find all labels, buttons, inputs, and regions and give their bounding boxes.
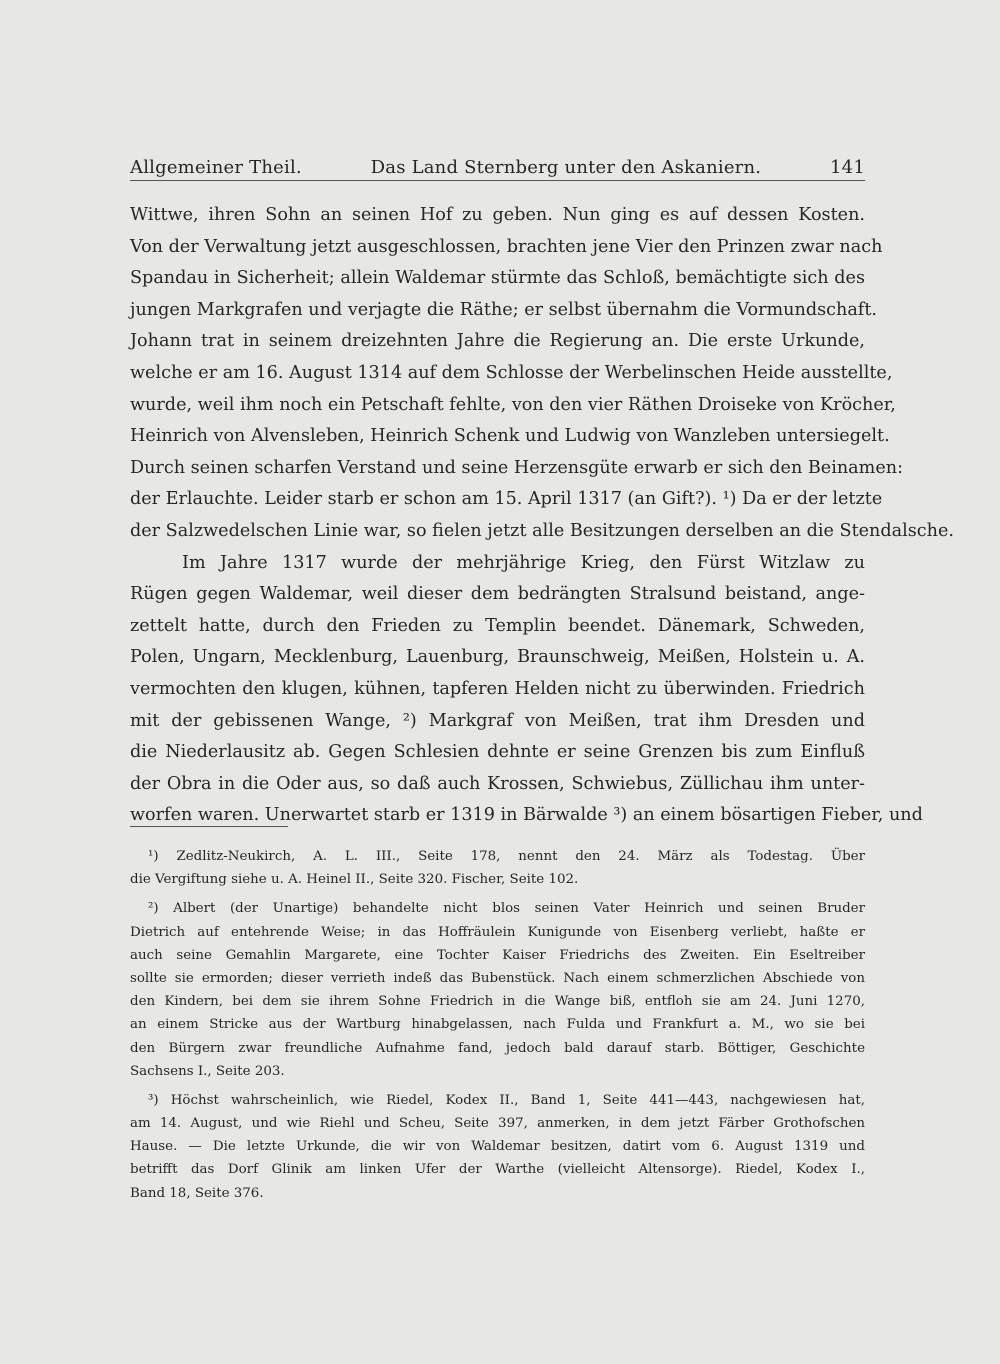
footnote-line: ³) Höchst wahrscheinlich, wie Riedel, Kodex II., Band 1, Seite 441—443, nachgewiesen hat, — [148, 1092, 865, 1108]
page-number: 141 — [830, 157, 865, 178]
body-line: wurde, weil ihm noch ein Petschaft fehlte, von den vier Räthen Droiseke von Kröcher, — [130, 394, 896, 415]
footnote-line: sollte sie ermorden; dieser verrieth indeß das Bubenstück. Nach einem schmerzlichen Abschiede von — [130, 970, 865, 986]
body-line: der Erlauchte. Leider starb er schon am 15. April 1317 (an Gift?). ¹) Da er der letzte — [130, 489, 883, 510]
footnote-3 — [130, 1089, 865, 1205]
body-line: worfen waren. Unerwartet starb er 1319 in Bärwalde ³) an einem bösartigen Fieber, und — [130, 805, 923, 826]
footnote-line: den Kindern, bei dem sie ihrem Sohne Friedrich in die Wange biß, entfloh sie am 24. Juni 1270, — [130, 994, 865, 1010]
footnote-line: ¹) Zedlitz-Neukirch, A. L. III., Seite 178, nennt den 24. März als Todestag. Über — [148, 849, 865, 864]
body-line: Von der Verwaltung jetzt ausgeschlossen, brachten jene Vier den Prinzen zwar nach — [130, 236, 883, 257]
header-section: Allgemeiner Theil. — [130, 157, 302, 178]
body-line: Rügen gegen Waldemar, weil dieser dem bedrängten Stralsund beistand, ange- — [130, 584, 865, 605]
header-title: Das Land Sternberg unter den Askaniern. — [370, 157, 762, 178]
body-line: Polen, Ungarn, Mecklenburg, Lauenburg, Braunschweig, Meißen, Holstein u. A. — [130, 647, 865, 668]
footnote-1 — [130, 845, 865, 891]
footnote-line: Hause. — Die letzte Urkunde, die wir von Waldemar besitzen, datirt vom 6. August 1319 und — [130, 1139, 865, 1155]
footnote-line: den Bürgern zwar freundliche Aufnahme fand, jedoch bald darauf starb. Böttiger, Geschichte — [130, 1040, 865, 1056]
footnote-line: betrifft das Dorf Glinik am linken Ufer der Warthe (vielleicht Altensorge). Riedel, Kodex I., — [130, 1162, 865, 1178]
footnote-line: die Vergiftung siehe u. A. Heinel II., Seite 320. Fischer, Seite 102. — [130, 872, 579, 888]
body-line: zettelt hatte, durch den Frieden zu Templin beendet. Dänemark, Schweden, — [130, 615, 865, 636]
footnote-rule — [130, 826, 288, 827]
body-line: Johann trat in seinem dreizehnten Jahre die Regierung an. Die erste Urkunde, — [130, 331, 865, 352]
body-line: die Niederlausitz ab. Gegen Schlesien dehnte er seine Grenzen bis zum Einfluß — [130, 742, 865, 763]
body-line: vermochten den klugen, kühnen, tapferen Helden nicht zu überwinden. Friedrich — [130, 678, 865, 699]
footnote-line: Band 18, Seite 376. — [130, 1185, 264, 1201]
body-line: der Salzwedelschen Linie war, so fielen jetzt alle Besitzungen derselben an die Stendalsche. — [130, 520, 954, 541]
footnote-line: am 14. August, und wie Riehl und Scheu, Seite 397, anmerken, in dem jetzt Färber Grothofschen — [130, 1116, 865, 1132]
body-line: Durch seinen scharfen Verstand und seine Herzensgüte erwarb er sich den Beinamen: — [130, 457, 904, 478]
footnote-line: Sachsens I., Seite 203. — [130, 1063, 285, 1079]
footnote-line: an einem Stricke aus der Wartburg hinabgelassen, nach Fulda und Frankfurt a. M., wo sie bei — [130, 1017, 865, 1033]
footnote-line: Dietrich auf entehrende Weise; in das Hoffräulein Kunigunde von Eisenberg verliebt, haßte er — [130, 924, 865, 940]
body-line: Spandau in Sicherheit; allein Waldemar stürmte das Schloß, bemächtigte sich des — [130, 268, 865, 289]
footnote-line: ²) Albert (der Unartige) behandelte nicht blos seinen Vater Heinrich und seinen Bruder — [148, 901, 865, 917]
header-rule — [130, 180, 865, 181]
footnote-line: auch seine Gemahlin Margarete, eine Tochter Kaiser Friedrichs des Zweiten. Ein Eseltreiber — [130, 947, 865, 963]
footnotes — [130, 845, 865, 1211]
running-header — [130, 140, 865, 178]
body-line: Im Jahre 1317 wurde der mehrjährige Krieg, den Fürst Witzlaw zu — [182, 552, 865, 573]
body-line: Heinrich von Alvensleben, Heinrich Schenk und Ludwig von Wanzleben untersiegelt. — [130, 426, 890, 447]
body-line: Wittwe, ihren Sohn an seinen Hof zu geben. Nun ging es auf dessen Kosten. — [130, 205, 865, 225]
footnote-2 — [130, 897, 865, 1083]
body-line: der Obra in die Oder aus, so daß auch Krossen, Schwiebus, Züllichau ihm unter- — [130, 773, 865, 794]
body-line: jungen Markgrafen und verjagte die Räthe; er selbst übernahm die Vormundschaft. — [130, 299, 877, 320]
body-line: mit der gebissenen Wange, ²) Markgraf von Meißen, trat ihm Dresden und — [130, 710, 865, 731]
body-text — [130, 200, 954, 832]
body-line: welche er am 16. August 1314 auf dem Schlosse der Werbelinschen Heide ausstellte, — [130, 362, 893, 383]
